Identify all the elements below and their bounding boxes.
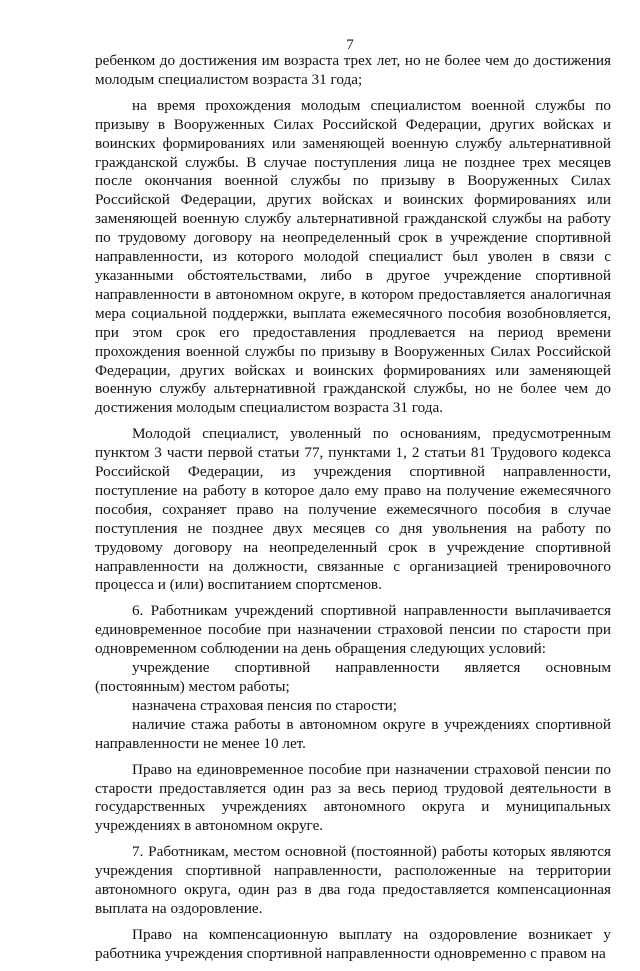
- paragraph-military-service: на время прохождения молодым специалистом военной службы по призыву в Вооруженных Силах Российской Федерации, других войсках и воинских формированиях или заменяющей военную службу альтернативной гражданской службы. В случае поступления лица не позднее трех месяцев после окончания военной службы по призыву в Вооруженных Силах Российской Федерации, других войсках и воинских формированиях или заменяющей военную службу альтернативной гражданской службы на работу по трудовому договору на неопределенный срок в учреждение спортивной направленности, из которого молодой специалист был уволен в связи с указанными обстоятельствами, либо в другое учреждение спортивной направленности в автономном округе, в котором предоставляется аналогичная мера социальной поддержки, выплата ежемесячного пособия возобновляется, при этом срок его предоставления продлевается на период времени прохождения военной службы по призыву в Вооруженных Силах Российской Федерации, других войсках и воинских формированиях или заменяющей военную службу альтернативной гражданской службы, но не более чем до достижения молодым специалистом возраста 31 года.: [95, 96, 611, 417]
- paragraph-dismissed-specialist: Молодой специалист, уволенный по основаниям, предусмотренным пунктом 3 части первой статьи 77, пунктами 1, 2 статьи 81 Трудового кодекса Российской Федерации, из учреждения спортивной направленности, поступление на работу в которое дало ему право на получение ежемесячного пособия, сохраняет право на получение ежемесячного пособия в случае поступления не позднее двух месяцев со дня увольнения на работу по трудовому договору на неопределенный срок в учреждение спортивной направленности на должности, связанные с организацией тренировочного процесса и (или) воспитанием спортсменов.: [95, 425, 611, 594]
- paragraph-one-time-right: Право на единовременное пособие при назначении страховой пенсии по старости предоставляется один раз за весь период трудовой деятельности в государственных учреждениях автономного округа и муниципальных учреждениях в автономном округе.: [95, 760, 611, 835]
- condition-main-workplace: учреждение спортивной направленности является основным (постоянным) местом работы;: [95, 659, 611, 695]
- paragraph-compensation-right: Право на компенсационную выплату на оздоровление возникает у работника учреждения спортивной направленности одновременно с правом на: [95, 925, 611, 962]
- document-body: [95, 52, 611, 971]
- page-number: 7: [346, 37, 354, 53]
- condition-work-experience: наличие стажа работы в автономном округе в учреждениях спортивной направленности не менее 10 лет.: [95, 715, 611, 752]
- condition-pension-assigned: назначена страховая пенсия по старости;: [132, 696, 397, 714]
- paragraph-item-6: 6. Работникам учреждений спортивной направленности выплачивается единовременное пособие при назначении страховой пенсии по старости при одновременном соблюдении на день обращения следующих условий:: [95, 602, 611, 658]
- paragraph-continuation: ребенком до достижения им возраста трех лет, но не более чем до достижения молодым специалистом возраста 31 года;: [95, 52, 611, 88]
- paragraph-item-7: 7. Работникам, местом основной (постоянной) работы которых являются учреждения спортивной направленности, расположенные на территории автономного округа, один раз в два года предоставляется компенсационная выплата на оздоровление.: [95, 843, 611, 917]
